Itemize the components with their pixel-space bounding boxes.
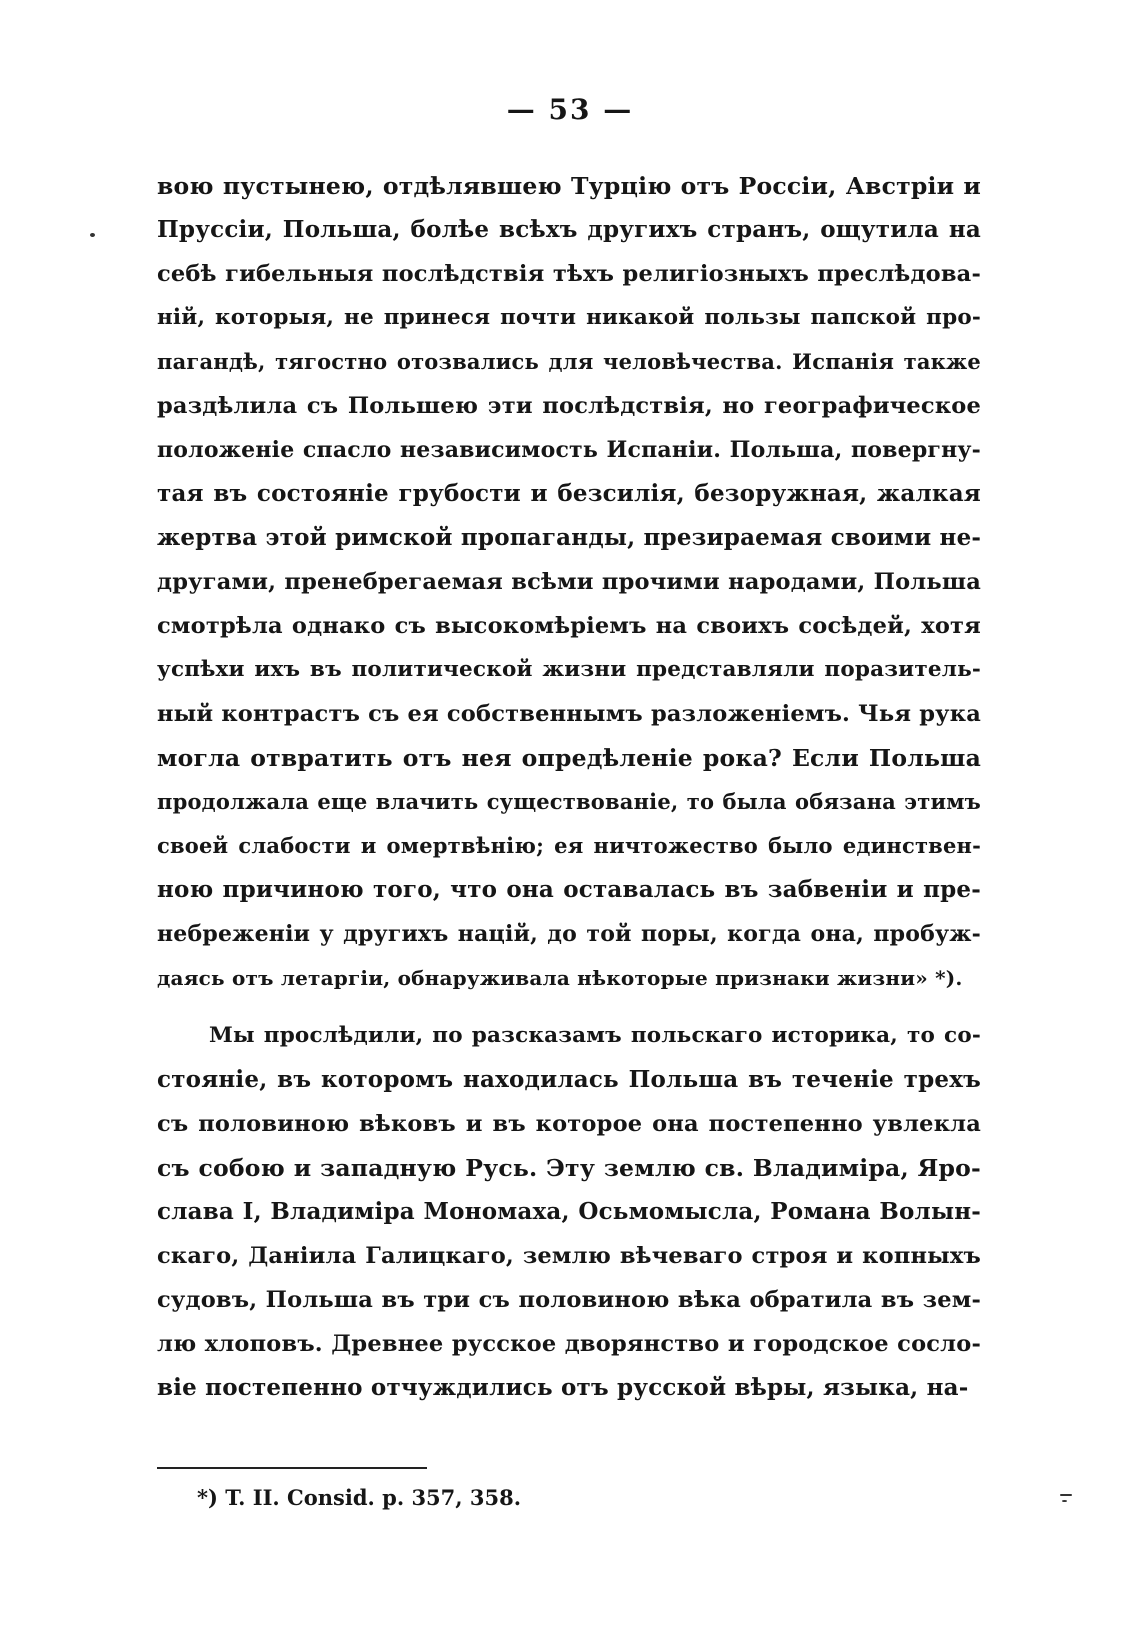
text-line: лю хлоповъ. Древнее русское дворянство и городское сосло- xyxy=(157,1331,981,1357)
text-line: смотрѣла однако съ высокомѣріемъ на своихъ сосѣдей, хотя xyxy=(157,613,981,639)
scan-speck xyxy=(1062,1500,1067,1502)
scan-speck xyxy=(1060,1494,1072,1496)
page-number: — 53 — xyxy=(506,93,634,126)
text-line: судовъ, Польша въ три съ половиною вѣка обратила въ зем- xyxy=(157,1287,981,1313)
text-line: Пруссіи, Польша, болѣе всѣхъ другихъ странъ, ощутила на xyxy=(157,216,981,243)
body-text xyxy=(157,164,981,1410)
text-line: тая въ состояніе грубости и безсилія, безоружная, жалкая xyxy=(157,480,981,507)
text-line: віе постепенно отчуждились отъ русской вѣры, языка, на- xyxy=(157,1374,969,1401)
footnote-divider xyxy=(157,1467,427,1469)
text-line: раздѣлила съ Польшею эти послѣдствія, но географическое xyxy=(157,393,981,419)
text-line: себѣ гибельныя послѣдствія тѣхъ религіозныхъ преслѣдова- xyxy=(157,261,981,287)
scan-speck xyxy=(90,233,95,237)
text-line: скаго, Даніила Галицкаго, землю вѣчеваго строя и копныхъ xyxy=(157,1243,981,1269)
text-line: даясь отъ летаргіи, обнаруживала нѣкоторые признаки жизни» *). xyxy=(157,966,963,990)
text-line: ный контрастъ съ ея собственнымъ разложеніемъ. Чья рука xyxy=(157,701,981,727)
text-line: положеніе спасло независимость Испаніи. Польша, повергну- xyxy=(157,437,981,463)
text-line: ній, которыя, не принеся почти никакой пользы папской про- xyxy=(157,305,981,330)
text-line: другами, пренебрегаемая всѣми прочими народами, Польша xyxy=(157,569,981,595)
text-line: вою пустынею, отдѣлявшею Турцію отъ Россіи, Австріи и xyxy=(157,172,981,200)
text-line: жертва этой римской пропаганды, презираемая своими не- xyxy=(157,524,982,551)
text-line: пагандѣ, тягостно отозвались для человѣчества. Испанія также xyxy=(157,349,981,374)
text-line: небреженіи у другихъ націй, до той поры, когда она, пробуж- xyxy=(157,921,981,947)
text-line: Мы прослѣдили, по разсказамъ польскаго историка, то со- xyxy=(209,1023,981,1048)
text-line: своей слабости и омертвѣнію; ея ничтожество было единствен- xyxy=(157,833,981,858)
text-line: могла отвратить отъ нея опредѣленіе рока? Если Польша xyxy=(157,744,981,772)
paragraph-2 xyxy=(157,1014,981,1410)
text-line: ною причиною того, что она оставалась въ забвеніи и пре- xyxy=(157,876,981,903)
paragraph-1 xyxy=(157,164,981,1000)
text-line: слава I, Владиміра Мономаха, Осьмомысла, Романа Волын- xyxy=(157,1198,981,1225)
footnote: *) T. II. Consid. p. 357, 358. xyxy=(197,1485,522,1510)
text-line: съ собою и западную Русь. Эту землю св. Владиміра, Яро- xyxy=(157,1154,981,1182)
text-line: успѣхи ихъ въ политической жизни представляли поразитель- xyxy=(157,657,981,682)
paragraph-spacer xyxy=(157,1000,981,1014)
text-line: продолжала еще влачить существованіе, то была обязана этимъ xyxy=(157,789,981,814)
text-line: съ половиною вѣковъ и въ которое она постепенно увлекла xyxy=(157,1111,981,1137)
text-line: стояніе, въ которомъ находилась Польша въ теченіе трехъ xyxy=(157,1066,981,1093)
